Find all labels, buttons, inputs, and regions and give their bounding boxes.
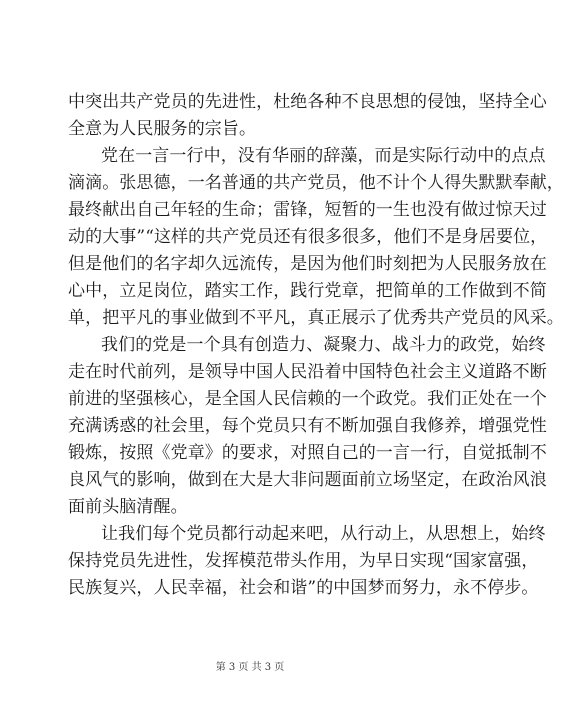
page-footer: 第 3 页 共 3 页: [215, 662, 285, 673]
paragraph-4-line-2: 保持党员先进性，发挥模范带头作用，为早日实现“国家富强，: [68, 551, 539, 571]
paragraph-2-line-6: 心中，立足岗位，踏实工作，践行党章，把简单的工作做到不简: [68, 281, 547, 301]
paragraph-2-line-1: 党在一言一行中，没有华丽的辞藻，而是实际行动中的点点: [101, 146, 546, 166]
paragraph-3-line-6: 良风气的影响，做到在大是大非问题面前立场坚定，在政治风浪: [68, 470, 547, 490]
paragraph-2-line-5: 但是他们的名字却久远流传，是因为他们时刻把为人民服务放在: [68, 254, 547, 274]
paragraph-4-line-1: 让我们每个党员都行动起来吧，从行动上，从思想上，始终: [101, 524, 546, 544]
paragraph-2-line-4: 动的大事”“这样的共产党员还有很多很多，他们不是身居要位，: [68, 227, 548, 247]
paragraph-1-line-1: 中突出共产党员的先进性，杜绝各种不良思想的侵蚀，坚持全心: [68, 92, 547, 112]
paragraph-1-line-2: 全意为人民服务的宗旨。: [68, 119, 257, 139]
paragraph-3-line-7: 面前头脑清醒。: [68, 497, 188, 517]
paragraph-3-line-5: 锻炼，按照《党章》的要求，对照自己的一言一行，自觉抵制不: [68, 443, 547, 463]
paragraph-4-line-3: 民族复兴，人民幸福，社会和谐”的中国梦而努力，永不停步。: [68, 578, 539, 598]
paragraph-3-line-3: 前进的坚强核心，是全国人民信赖的一个政党。我们正处在一个: [68, 389, 547, 409]
paragraph-3-line-2: 走在时代前列，是领导中国人民沿着中国特色社会主义道路不断: [68, 362, 547, 382]
paragraph-2-line-2: 滴滴。张思德，一名普通的共产党员，他不计个人得失默默奉献，: [68, 173, 564, 193]
paragraph-3-line-1: 我们的党是一个具有创造力、凝聚力、战斗力的政党，始终: [101, 335, 546, 355]
paragraph-2-line-7: 单，把平凡的事业做到不平凡，真正展示了优秀共产党员的风采。: [68, 308, 564, 328]
paragraph-2-line-3: 最终献出自己年轻的生命；雷锋，短暂的一生也没有做过惊天过: [68, 200, 547, 220]
paragraph-3-line-4: 充满诱惑的社会里，每个党员只有不断加强自我修养，增强党性: [68, 416, 547, 436]
